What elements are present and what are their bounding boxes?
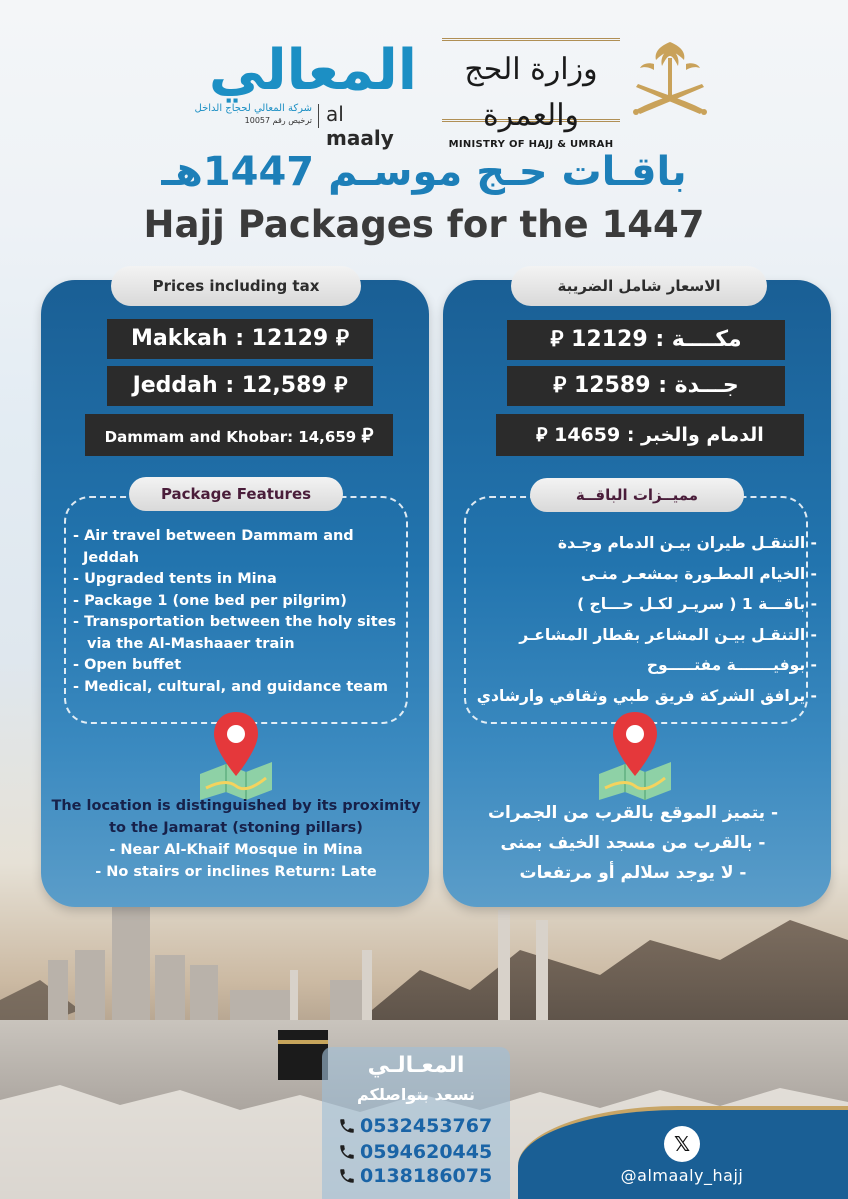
riyal-icon: ⃁: [334, 373, 348, 398]
phone-link[interactable]: 0594620445: [338, 1141, 510, 1163]
contact-title: المعـالـي: [367, 1053, 465, 1078]
location-line: to the Jamarat (stoning pillars): [109, 820, 363, 836]
title-arabic: باقـات حـج موسـم 1447هـ: [161, 149, 687, 195]
location-line: - لا يوجد سلالم أو مرتفعات: [519, 863, 747, 883]
prices-label-arabic: الاسعار شامل الضريبة: [511, 266, 767, 306]
price-makkah: Makkah : 12129 ⃁: [107, 319, 373, 359]
brand-name-arabic: المعالي: [208, 38, 417, 103]
features-list-arabic: [473, 528, 817, 711]
feature-item: - بوفيـــــــة مفتـــــوح: [646, 656, 817, 674]
phone-link[interactable]: 0532453767: [338, 1115, 510, 1137]
ministry-name-arabic: وزارة الحج والعمرة: [464, 52, 598, 133]
price-dammam-khobar-arabic: الدمام والخبر : 14659 ⃁: [496, 414, 804, 456]
saudi-emblem-icon: [630, 40, 710, 122]
feature-item: - يرافق الشركة فريق طبي وثقافي وارشادي: [476, 686, 817, 705]
riyal-icon: ⃁: [335, 326, 349, 351]
phone-icon: [338, 1167, 356, 1185]
feature-item: - Package 1 (one bed per pilgrim): [73, 592, 347, 609]
features-label-arabic: مميــزات الباقــة: [530, 478, 744, 512]
brand-name-english: al maaly: [326, 102, 394, 150]
phone-icon: [338, 1117, 356, 1135]
arabic-package-card: [443, 277, 831, 907]
feature-item: - التنقـل بيـن المشاعر بقطار المشاعـر: [519, 625, 817, 644]
feature-item: via the Al-Mashaaer train: [87, 635, 295, 652]
feature-item: - التنقـل طيران بيـن الدمام وجـدة: [557, 534, 817, 552]
location-description-arabic: [463, 798, 803, 888]
ministry-name-english: MINISTRY OF HAJJ & UMRAH: [448, 139, 614, 150]
riyal-icon: ⃁: [550, 327, 564, 352]
feature-item: - الخيام المطـورة بمشعـر منـى: [580, 564, 817, 583]
prices-label: Prices including tax: [111, 266, 361, 306]
feature-item: - باقـــة 1 ( سريـر لكـل حـــاج ): [577, 595, 817, 613]
features-list: [73, 526, 403, 698]
brand-license: ترخيص رقم 10057: [244, 116, 312, 125]
phone-link[interactable]: 0138186075: [338, 1165, 510, 1187]
location-line: - يتميز الموقع بالقرب من الجمرات: [487, 803, 779, 823]
location-pin-icon: [196, 708, 276, 800]
title-english: Hajj Packages for the 1447: [143, 203, 705, 246]
price-dammam-khobar: Dammam and Khobar: 14,659 ⃁: [85, 414, 393, 456]
riyal-icon: ⃁: [361, 423, 374, 447]
brand-subtitle: شركة المعالي لحجاج الداخل: [194, 103, 312, 114]
contact-subtitle: نسعد بتواصلكم: [356, 1085, 476, 1104]
contact-panel: [322, 1047, 510, 1199]
price-jeddah: Jeddah : 12,589 ⃁: [107, 366, 373, 406]
social-handle[interactable]: @almaaly_hajj: [620, 1166, 744, 1185]
english-package-card: [41, 277, 429, 907]
location-line: - Near Al-Khaif Mosque in Mina: [109, 842, 363, 858]
location-line: The location is distinguished by its proximity: [51, 798, 421, 814]
location-line: - بالقرب من مسجد الخيف بمنى: [500, 833, 766, 853]
features-label: Package Features: [129, 477, 343, 511]
location-description: [51, 795, 421, 883]
location-line: - No stairs or inclines Return: Late: [95, 864, 377, 880]
feature-item: - Air travel between Dammam and: [73, 528, 354, 544]
feature-item: - Upgraded tents in Mina: [73, 571, 277, 587]
x-icon[interactable]: 𝕏: [664, 1126, 700, 1162]
almaaly-logo: [172, 38, 417, 150]
feature-item: - Open buffet: [73, 657, 182, 673]
riyal-icon: ⃁: [553, 373, 567, 398]
price-makkah-arabic: مكــــة : 12129 ⃁: [507, 320, 785, 360]
feature-item: - Medical, cultural, and guidance team: [73, 678, 389, 695]
phone-icon: [338, 1143, 356, 1161]
ministry-logo: [442, 38, 620, 150]
riyal-icon: ⃁: [536, 424, 548, 446]
feature-item: Jeddah: [83, 549, 140, 566]
feature-item: - Transportation between the holy sites: [73, 614, 397, 630]
brand-divider: [318, 104, 319, 128]
location-pin-icon: [595, 708, 675, 800]
price-jeddah-arabic: جـــدة : 12589 ⃁: [507, 366, 785, 406]
